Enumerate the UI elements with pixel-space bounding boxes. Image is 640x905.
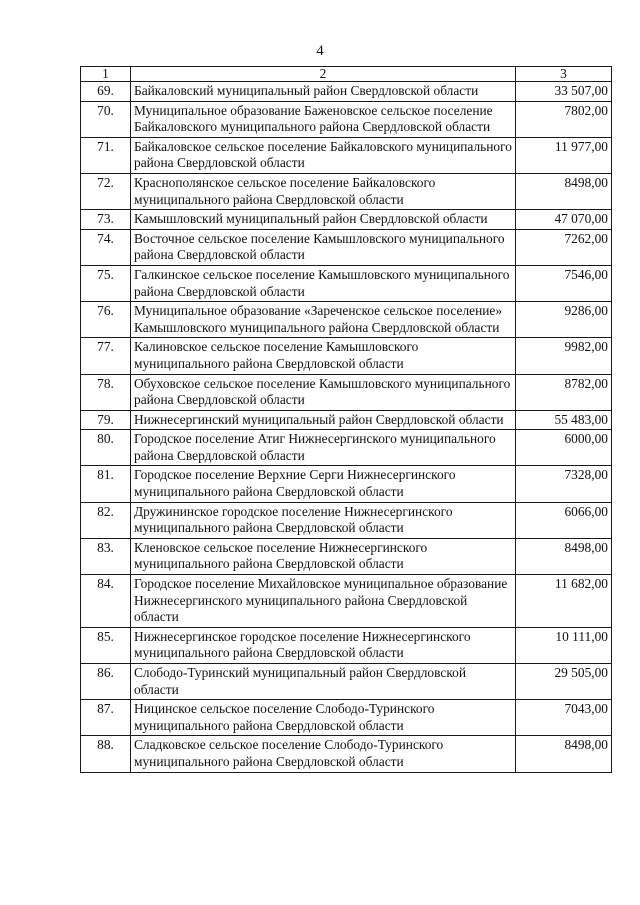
amount-value: 6066,00 bbox=[516, 502, 612, 538]
row-number: 73. bbox=[81, 210, 131, 230]
row-number: 81. bbox=[81, 466, 131, 502]
table-row bbox=[81, 538, 612, 574]
municipality-name: Нижнесергинское городское поселение Нижнесергинского муниципального района Свердловской области bbox=[131, 627, 516, 663]
amount-value: 7328,00 bbox=[516, 466, 612, 502]
table-row bbox=[81, 430, 612, 466]
municipality-name: Калиновское сельское поселение Камышловского муниципального района Свердловской области bbox=[131, 338, 516, 374]
table-row bbox=[81, 374, 612, 410]
table-row bbox=[81, 700, 612, 736]
row-number: 75. bbox=[81, 265, 131, 301]
municipality-name: Дружининское городское поселение Нижнесергинского муниципального района Свердловской области bbox=[131, 502, 516, 538]
amount-value: 8498,00 bbox=[516, 538, 612, 574]
row-number: 80. bbox=[81, 430, 131, 466]
table-row bbox=[81, 627, 612, 663]
table-row bbox=[81, 137, 612, 173]
municipality-name: Городское поселение Михайловское муниципальное образование Нижнесергинского муниципального района Свердловской области bbox=[131, 575, 516, 628]
municipality-name: Байкаловское сельское поселение Байкаловского муниципального района Свердловской области bbox=[131, 137, 516, 173]
amount-value: 11 682,00 bbox=[516, 575, 612, 628]
amount-value: 55 483,00 bbox=[516, 410, 612, 430]
row-number: 76. bbox=[81, 302, 131, 338]
municipality-name: Сладковское сельское поселение Слободо-Туринского муниципального района Свердловской области bbox=[131, 736, 516, 772]
municipality-name: Муниципальное образование «Зареченское сельское поселение» Камышловского муниципального района Свердловской области bbox=[131, 302, 516, 338]
header-row bbox=[81, 67, 612, 82]
municipality-name: Ницинское сельское поселение Слободо-Туринского муниципального района Свердловской области bbox=[131, 700, 516, 736]
table-row bbox=[81, 410, 612, 430]
municipality-name: Байкаловский муниципальный район Свердловской области bbox=[131, 82, 516, 102]
table-row bbox=[81, 265, 612, 301]
table-row bbox=[81, 575, 612, 628]
row-number: 88. bbox=[81, 736, 131, 772]
table-header bbox=[81, 67, 612, 82]
table-row bbox=[81, 302, 612, 338]
table-row bbox=[81, 466, 612, 502]
row-number: 84. bbox=[81, 575, 131, 628]
header-col-name: 2 bbox=[131, 67, 516, 82]
row-number: 83. bbox=[81, 538, 131, 574]
table-row bbox=[81, 736, 612, 772]
amount-value: 8498,00 bbox=[516, 173, 612, 209]
amount-value: 9286,00 bbox=[516, 302, 612, 338]
municipality-name: Нижнесергинский муниципальный район Свердловской области bbox=[131, 410, 516, 430]
table-row bbox=[81, 210, 612, 230]
municipality-name: Краснополянское сельское поселение Байкаловского муниципального района Свердловской области bbox=[131, 173, 516, 209]
row-number: 79. bbox=[81, 410, 131, 430]
municipality-name: Городское поселение Атиг Нижнесергинского муниципального района Свердловской области bbox=[131, 430, 516, 466]
allocation-table bbox=[80, 66, 612, 773]
amount-value: 47 070,00 bbox=[516, 210, 612, 230]
row-number: 71. bbox=[81, 137, 131, 173]
table-row bbox=[81, 338, 612, 374]
municipality-name: Обуховское сельское поселение Камышловского муниципального района Свердловской области bbox=[131, 374, 516, 410]
amount-value: 29 505,00 bbox=[516, 664, 612, 700]
municipality-name: Городское поселение Верхние Серги Нижнесергинского муниципального района Свердловской области bbox=[131, 466, 516, 502]
amount-value: 7262,00 bbox=[516, 229, 612, 265]
row-number: 77. bbox=[81, 338, 131, 374]
table-body bbox=[81, 82, 612, 773]
amount-value: 7043,00 bbox=[516, 700, 612, 736]
amount-value: 7546,00 bbox=[516, 265, 612, 301]
row-number: 87. bbox=[81, 700, 131, 736]
amount-value: 33 507,00 bbox=[516, 82, 612, 102]
header-col-amount: 3 bbox=[516, 67, 612, 82]
row-number: 85. bbox=[81, 627, 131, 663]
header-col-number: 1 bbox=[81, 67, 131, 82]
municipality-name: Слободо-Туринский муниципальный район Свердловской области bbox=[131, 664, 516, 700]
amount-value: 8498,00 bbox=[516, 736, 612, 772]
amount-value: 8782,00 bbox=[516, 374, 612, 410]
table-row bbox=[81, 173, 612, 209]
row-number: 69. bbox=[81, 82, 131, 102]
table-row bbox=[81, 101, 612, 137]
row-number: 78. bbox=[81, 374, 131, 410]
amount-value: 9982,00 bbox=[516, 338, 612, 374]
table-row bbox=[81, 664, 612, 700]
row-number: 70. bbox=[81, 101, 131, 137]
table-row bbox=[81, 502, 612, 538]
row-number: 74. bbox=[81, 229, 131, 265]
amount-value: 7802,00 bbox=[516, 101, 612, 137]
amount-value: 11 977,00 bbox=[516, 137, 612, 173]
municipality-name: Восточное сельское поселение Камышловского муниципального района Свердловской области bbox=[131, 229, 516, 265]
row-number: 86. bbox=[81, 664, 131, 700]
municipality-name: Камышловский муниципальный район Свердловской области bbox=[131, 210, 516, 230]
amount-value: 10 111,00 bbox=[516, 627, 612, 663]
table-row bbox=[81, 229, 612, 265]
row-number: 82. bbox=[81, 502, 131, 538]
table-row bbox=[81, 82, 612, 102]
page-number: 4 bbox=[316, 43, 324, 59]
municipality-name: Муниципальное образование Баженовское сельское поселение Байкаловского муниципального района Свердловской области bbox=[131, 101, 516, 137]
municipality-name: Галкинское сельское поселение Камышловского муниципального района Свердловской области bbox=[131, 265, 516, 301]
amount-value: 6000,00 bbox=[516, 430, 612, 466]
row-number: 72. bbox=[81, 173, 131, 209]
municipality-name: Кленовское сельское поселение Нижнесергинского муниципального района Свердловской области bbox=[131, 538, 516, 574]
